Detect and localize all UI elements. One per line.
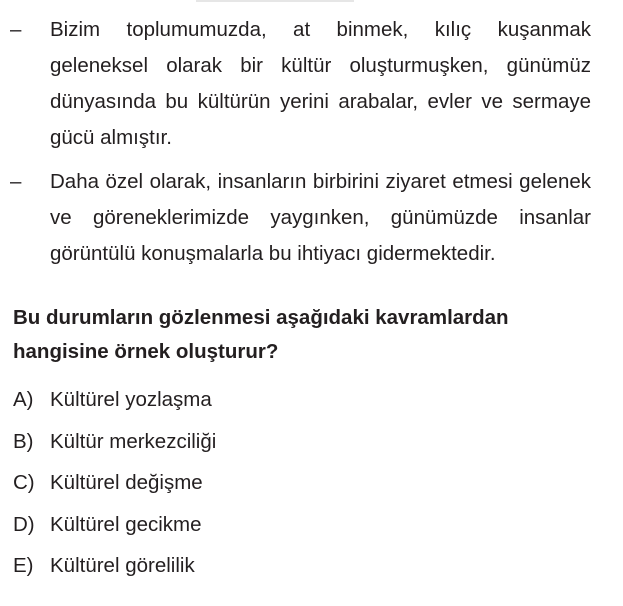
option-text: Kültürel görelilik bbox=[50, 554, 195, 577]
premise-list bbox=[0, 12, 623, 280]
option-letter: A) bbox=[13, 388, 34, 411]
answer-options bbox=[13, 382, 216, 590]
option-letter: D) bbox=[13, 512, 35, 536]
option-b[interactable] bbox=[13, 424, 216, 466]
option-e[interactable] bbox=[13, 548, 216, 590]
premise-text-2: Daha özel olarak, insanların birbirini ziyaret etmesi gelenek ve göreneklerimizde yaygınken, günümüzde insanlar görüntülü konuşmalarla bu ihtiyacı gidermektedir. bbox=[50, 170, 591, 265]
option-a[interactable] bbox=[13, 382, 216, 424]
option-text: Kültürel gecikme bbox=[50, 512, 202, 536]
question-stem: Bu durumların gözlenmesi aşağıdaki kavramlardan hangisine örnek oluşturur? bbox=[13, 306, 509, 363]
option-letter: C) bbox=[13, 471, 35, 494]
bullet-dash-icon: – bbox=[10, 18, 22, 41]
option-text: Kültür merkezciliği bbox=[50, 429, 217, 453]
premise-item-1 bbox=[0, 12, 623, 156]
top-divider bbox=[196, 0, 354, 2]
bullet-dash-icon: – bbox=[10, 170, 22, 193]
option-text: Kültürel değişme bbox=[50, 471, 203, 494]
option-d[interactable] bbox=[13, 507, 216, 549]
premise-item-2 bbox=[0, 164, 623, 272]
option-c[interactable] bbox=[13, 465, 216, 507]
option-text: Kültürel yozlaşma bbox=[50, 388, 212, 411]
option-letter: E) bbox=[13, 554, 34, 577]
premise-text-1: Bizim toplumumuzda, at binmek, kılıç kuşanmak geleneksel olarak bir kültür oluşturmuşken, günümüz dünyasında bu kültürün yerini arabalar, evler ve sermaye gücü almıştır. bbox=[50, 18, 591, 149]
option-letter: B) bbox=[13, 429, 34, 453]
